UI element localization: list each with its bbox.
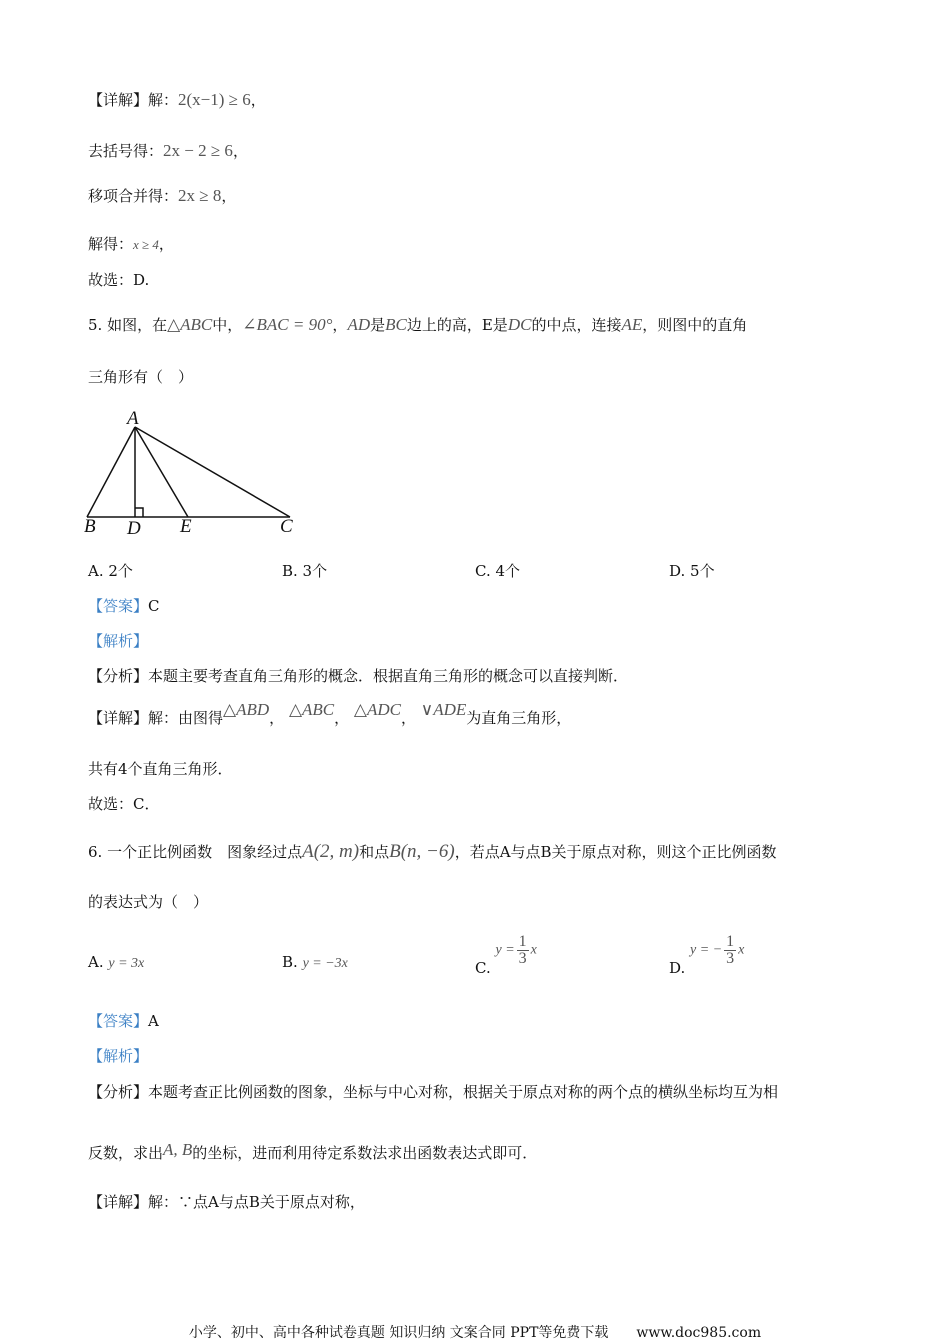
detail-line-3: 移项合并得：2x ≥ 8，	[88, 186, 237, 205]
q6-analysis-line2: 反数，求出A, B的坐标，进而利用待定系数法求出函数表达式即可．	[88, 1140, 538, 1162]
label-d: D	[127, 518, 141, 539]
q5-analysis-tag: 【解析】	[88, 632, 149, 650]
q5-answer: 【答案】C	[88, 597, 160, 615]
side-ac	[135, 427, 290, 517]
detail-line-2: 去括号得：2x − 2 ≥ 6，	[88, 141, 248, 160]
q6-analysis-tag: 【解析】	[88, 1047, 149, 1065]
q6-option-c: C. y = $\frac{1}{3}$ x	[475, 933, 537, 977]
right-angle-mark	[135, 508, 143, 517]
q6-option-a: A. y = 3x	[88, 953, 145, 971]
q6-option-b: B. y = −3x	[282, 953, 348, 971]
triangle-figure	[80, 405, 310, 540]
side-ab	[87, 427, 135, 517]
segment-ae	[135, 427, 188, 517]
q5-analysis: 【分析】本题主要考查直角三角形的概念．根据直角三角形的概念可以直接判断．	[88, 667, 629, 685]
q6-detail: 【详解】解：∵点A与点B关于原点对称，	[88, 1193, 365, 1211]
label-c: C	[280, 516, 293, 537]
choose-line: 故选：D.	[88, 271, 150, 289]
q6-stem-line2: 的表达式为（ ）	[88, 893, 209, 911]
q5-stem-line2: 三角形有（ ）	[88, 368, 194, 386]
fraction-one-third: $\frac{1}{3}$	[726, 933, 735, 967]
footer-banner: 小学、初中、高中各种试卷真题 知识归纳 文案合同 PPT等免费下载 www.doc985.com	[188, 1325, 762, 1341]
q5-option-a: A. 2个	[88, 562, 133, 580]
q5-choose: 故选：C．	[88, 795, 160, 813]
label-a: A	[127, 408, 139, 429]
label-e: E	[180, 516, 192, 537]
math-inequality: 2(x−1) ≥ 6	[178, 90, 251, 109]
detail-line-1: 【详解】解：2(x−1) ≥ 6，	[88, 90, 266, 109]
q6-analysis-line1: 【分析】本题考查正比例函数的图象，坐标与中心对称，根据关于原点对称的两个点的横纵坐标均互为相	[88, 1083, 779, 1101]
q5-stem: 5. 如图，在△ABC中，∠BAC = 90°，AD是BC边上的高，E是DC的中点，连接AE，则图中的直角	[88, 315, 748, 334]
q5-option-b: B. 3个	[282, 562, 328, 580]
q5-option-d: D. 5个	[669, 562, 715, 580]
detail-line-4: 解得：x ≥ 4，	[88, 235, 174, 253]
q6-answer: 【答案】A	[88, 1012, 159, 1030]
q6-stem: 6. 一个正比例函数 图象经过点A(2, m)和点B(n, −6)，若点A与点B关于原点对称，则这个正比例函数	[88, 841, 777, 862]
q5-option-c: C. 4个	[475, 562, 521, 580]
q5-total: 共有4个直角三角形．	[88, 760, 233, 778]
fraction-one-third: $\frac{1}{3}$	[518, 933, 527, 967]
q6-option-d: D. y = − $\frac{1}{3}$ x	[669, 933, 745, 977]
q5-detail: 【详解】解：由图得△ABD， △ABC， △ADC， ∨ADE为直角三角形，	[88, 700, 572, 727]
label-b: B	[84, 516, 96, 537]
